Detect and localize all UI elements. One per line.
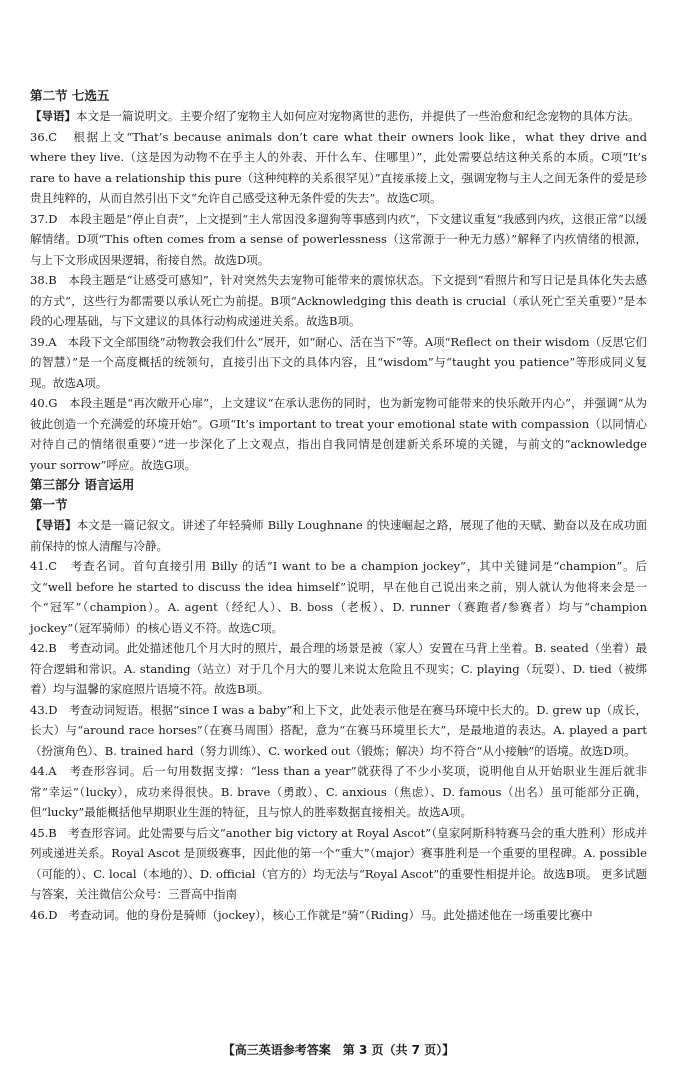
answer-explanation: 考查形容词。此处需要与后文“another big victory at Royal Ascot”（皇家阿斯科特赛马会的重大胜利）形成并列或递进关系。Royal Ascot 是顶级赛事，因此他的第一个“重大”（major）赛事胜利是一个重要的里程碑。A. possible（可能的）、C. local（本地的）、D. official（官方的）均无法与“Royal Ascot”的重要性相提并论。故选B项。 更多试题与答案，关注微信公众号：三晋高中指南 xyxy=(30,825,647,901)
answer-explanation: 考查名词。首句直接引用 Billy 的话“I want to be a champion jockey”，其中关键词是“champion”。后文“well before he started to discuss the idea himself”说明，早在他自己说出来之前，别人就认为他将来会是一个“冠军”（champion）。A. agent（经纪人）、B. boss（老板）、D. runner（赛跑者/参赛者）均与“champion jockey”（冠军骑师）的核心语义不符。故选C项。 xyxy=(30,559,647,635)
answer-item-44 xyxy=(30,761,647,823)
section-heading-seven-choose-five: 第二节 七选五 xyxy=(30,88,110,103)
intro-tag: 【导语】 xyxy=(30,518,77,532)
answer-explanation: 本段主题是“让感受可感知”，针对突然失去宠物可能带来的震惊状态。下文提到“看照片和写日记是具体化失去感的方式”，这些行为都需要以承认死亡为前提。B项“Acknowledging this death is crucial（承认死亡至关重要）”是本段的心理基础，与下文建议的具体行动构成递进关系。故选B项。 xyxy=(30,273,647,328)
answer-explanation: 本段主题是“再次敞开心扉”，上文建议“在承认悲伤的同时，也为新宠物可能带来的快乐敞开内心”，并强调“从为彼此创造一个充满爱的环境开始”。G项“It’s important to treat your emotional state with compassion（以同情心对待自己的情绪很重要）”进一步深化了上文观点，指出自我同情是创建新关系环境的关键，与前文的“acknowledge your sorrow”呼应。故选G项。 xyxy=(30,396,648,472)
question-number: 43.D xyxy=(30,702,58,717)
answer-item-36 xyxy=(30,127,647,209)
section2-intro xyxy=(30,515,647,556)
question-number: 46.D xyxy=(30,907,58,922)
answer-explanation: 考查形容词。后一句用数据支撑：“less than a year”就获得了不少小奖项，说明他自从开始职业生涯后就非常“幸运”（lucky），成功来得很快。B. brave（勇敢）、C. anxious（焦虑）、D. famous（出名）虽可能部分正确，但“lucky”最能概括他早期职业生涯的特征，且与惊人的胜率数据直接相关。故选A项。 xyxy=(30,764,648,819)
answer-item-37 xyxy=(30,209,647,271)
answer-explanation: 考查动词。他的身份是骑师（jockey），核心工作就是“骑”（Riding）马。此处描述他在一场重要比赛中 xyxy=(68,907,593,922)
answer-item-41 xyxy=(30,556,647,638)
intro-text: 本文是一篇说明文。主要介绍了宠物主人如何应对宠物离世的悲伤，并提供了一些治愈和纪念宠物的具体方法。 xyxy=(76,109,640,123)
question-number: 40.G xyxy=(30,396,58,410)
page-footer: 【高三英语参考答案 第 3 页（共 7 页）】 xyxy=(222,1043,455,1057)
answer-explanation: 本段主题是“停止自责”，上文提到“主人常因没多遛狗等事感到内疚”，下文建议重复“我感到内疚，这很正常”以缓解情绪。D项“This often comes from a sense of powerlessness（这常源于一种无力感）”解释了内疚情绪的根源，与上下文形成因果逻辑，衔接自然。故选D项。 xyxy=(30,211,647,267)
answer-item-40 xyxy=(30,393,647,475)
intro-text: 本文是一篇记叙文。讲述了年轻骑师 Billy Loughnane 的快速崛起之路，展现了他的天赋、勤奋以及在成功面前保持的惊人清醒与冷静。 xyxy=(30,518,648,553)
answer-item-45 xyxy=(30,823,647,905)
question-number: 41.C xyxy=(30,559,58,573)
intro-tag: 【导语】 xyxy=(30,109,76,123)
question-number: 39.A xyxy=(30,334,57,349)
question-number: 42.B xyxy=(30,641,57,655)
answer-item-43 xyxy=(30,700,647,762)
question-number: 36.C xyxy=(30,129,58,144)
answer-explanation: 本段下文全部围绕“动物教会我们什么”展开，如“耐心、活在当下”等。A项“Reflect on their wisdom（反思它们的智慧）”是一个高度概括的统领句，直接引出下文的具体内容，且“wisdom”与“taught you patience”等形成同义复现。故选A项。 xyxy=(30,334,648,390)
question-number: 38.B xyxy=(30,273,57,287)
section-heading-language-use: 第三部分 语言运用 xyxy=(30,477,135,492)
section1-intro xyxy=(30,106,647,127)
answer-item-38 xyxy=(30,270,647,332)
answer-item-39 xyxy=(30,332,647,394)
answer-explanation: 考查动词。此处描述他几个月大时的照片，最合理的场景是被（家人）安置在马背上坐着。B. seated（坐着）最符合逻辑和常识。A. standing（站立）对于几个月大的婴儿来说太危险且不现实；C. playing（玩耍）、D. tied（被绑着）均与温馨的家庭照片语境不符。故选B项。 xyxy=(30,641,647,696)
answer-item-42 xyxy=(30,638,647,700)
subsection-heading: 第一节 xyxy=(30,497,68,512)
question-number: 45.B xyxy=(30,825,57,840)
question-number: 37.D xyxy=(30,211,58,226)
answer-explanation: 根据上文“That’s because animals don’t care what their owners look like，what they drive and where they live.（这是因为动物不在乎主人的外表、开什么车、住哪里）”，此处需要总结这种关系的本质。C项“It’s rare to have a relationship this pure（这种纯粹的关系很罕见）”直接承接上文，强调宠物与主人之间无条件的爱是珍贵且纯粹的，从而自然引出下文“允许自己感受这种无条件爱的失去”。故选C项。 xyxy=(30,129,648,205)
answer-item-46 xyxy=(30,905,647,926)
question-number: 44.A xyxy=(30,764,57,778)
answer-explanation: 考查动词短语。根据“since I was a baby”和上下文，此处表示他是在赛马环境中长大的。D. grew up（成长，长大）与“around race horses”（在赛马周围）搭配，意为“在赛马环境里长大”，是最地道的表达。A. played a part（扮演角色）、B. trained hard（努力训练）、C. worked out（锻炼；解决）均不符合“从小接触”的语境。故选D项。 xyxy=(30,702,647,758)
